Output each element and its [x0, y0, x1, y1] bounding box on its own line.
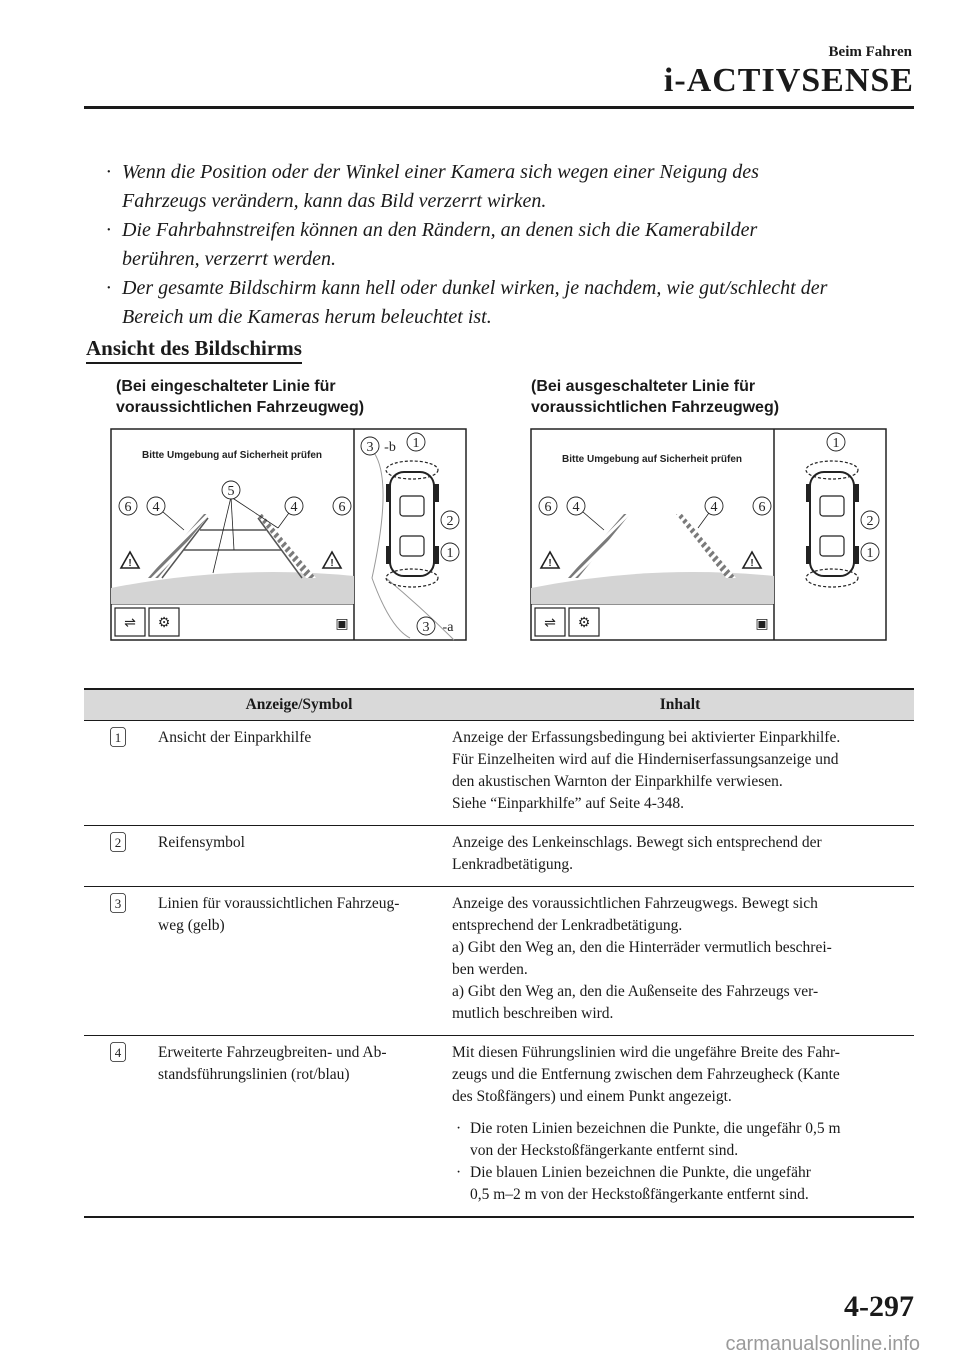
content-line: den akustischen Warnton der Einparkhilfe verwiesen. — [452, 773, 783, 790]
table-header-cell: Inhalt — [446, 689, 914, 721]
content-line: entsprechend der Lenkradbetätigung. — [452, 917, 683, 934]
content-line: Siehe “Einparkhilfe” auf Seite 4-348. — [452, 795, 684, 812]
row-number-cell — [84, 826, 152, 887]
callout-label: 4 — [152, 500, 160, 515]
callout-label: 1 — [446, 546, 454, 561]
callout-label: 2 — [446, 514, 454, 529]
bullet-dot: · — [106, 219, 111, 241]
callout-label: 3 — [366, 440, 374, 455]
content-line: Mit diesen Führungslinien wird die ungefähre Breite des Fahr- — [452, 1044, 840, 1061]
watermark: carmanualsonline.info — [725, 1333, 920, 1355]
bullet-dot: · — [456, 1120, 462, 1137]
symbol-cell — [152, 1036, 446, 1218]
diagram-guide-off — [530, 428, 890, 642]
car-top-view — [810, 472, 854, 576]
tire-icon — [386, 546, 391, 564]
content-line: Anzeige des Lenkeinschlags. Bewegt sich entsprechend der — [452, 834, 822, 851]
diagram-off-caption — [531, 376, 779, 418]
gear-icon: ⚙ — [577, 615, 591, 631]
content-line: a) Gibt den Weg an, den die Hinterräder vermutlich beschrei- — [452, 939, 832, 956]
bullet-line: Der gesamte Bildschirm kann hell oder dunkel wirken, je nachdem, wie gut/schlecht der — [122, 277, 828, 299]
bullet-line: Fahrzeugs verändern, kann das Bild verzerrt wirken. — [122, 190, 547, 212]
table-row — [84, 721, 914, 826]
number-label: 2 — [114, 835, 122, 850]
sub-line: von der Heckstoßfängerkante entfernt sind. — [470, 1142, 739, 1159]
content-line: a) Gibt den Weg an, den die Außenseite des Fahrzeugs ver- — [452, 983, 819, 1000]
content-cell — [446, 1036, 914, 1218]
tire-icon — [854, 484, 859, 502]
parking-sensor-icon: ▣ — [755, 616, 769, 632]
sub-bullet — [452, 1118, 908, 1162]
symbol-cell: Ansicht der Einparkhilfe — [152, 721, 446, 826]
bullet-item — [104, 274, 919, 332]
callout-label: 5 — [227, 484, 235, 499]
view-switch-glyph: ⇌ — [124, 615, 136, 631]
caption-line: voraussichtlichen Fahrzeugweg) — [116, 399, 365, 416]
table-header-cell — [84, 689, 152, 721]
caption-line: voraussichtlichen Fahrzeugweg) — [531, 399, 780, 416]
callout-label: 4 — [710, 500, 718, 515]
gear-icon: ⚙ — [157, 615, 171, 631]
sub-line: Die roten Linien bezeichnen die Punkte, die ungefähr 0,5 m — [470, 1120, 841, 1137]
number-marker — [110, 1042, 126, 1062]
symbol-line: weg (gelb) — [158, 917, 225, 934]
tire-icon — [434, 546, 439, 564]
symbol-line: Linien für voraussichtlichen Fahrzeug- — [158, 895, 400, 912]
callout-suffix: -b — [384, 440, 396, 455]
callout-label: 1 — [832, 436, 840, 451]
tire-icon — [806, 484, 811, 502]
bullet-line: Wenn die Position oder der Winkel einer Kamera sich wegen einer Neigung des — [122, 161, 759, 183]
callout-label: 4 — [572, 500, 580, 515]
table-row — [84, 826, 914, 887]
tire-icon — [806, 546, 811, 564]
table-header-cell: Anzeige/Symbol — [152, 689, 446, 721]
content-line: zeugs und die Entfernung zwischen dem Fahrzeugheck (Kante — [452, 1066, 840, 1083]
tire-icon — [386, 484, 391, 502]
diagram-on-caption — [116, 376, 364, 418]
callout-label: 1 — [412, 436, 420, 451]
number-label: 4 — [114, 1045, 122, 1060]
sub-line: Die blauen Linien bezeichnen die Punkte, die ungefähr — [470, 1164, 811, 1181]
content-line: Anzeige der Erfassungsbedingung bei aktivierter Einparkhilfe. — [452, 729, 841, 746]
sub-line: 0,5 m–2 m von der Heckstoßfängerkante entfernt sind. — [470, 1186, 809, 1203]
sub-bullet — [452, 1162, 908, 1206]
section-heading: Ansicht des Bildschirms — [86, 336, 302, 364]
symbol-line: standsführungslinien (rot/blau) — [158, 1066, 350, 1083]
number-marker — [110, 832, 126, 852]
caption-line: (Bei ausgeschalteter Linie für — [531, 378, 756, 395]
content-line: ben werden. — [452, 961, 528, 978]
number-marker — [110, 727, 126, 747]
spacer — [452, 1108, 908, 1118]
number-marker — [110, 893, 126, 913]
content-line: Lenkradbetätigung. — [452, 856, 573, 873]
svg-text:!: ! — [750, 558, 754, 569]
table-row — [84, 1036, 914, 1218]
diagram-guide-on — [110, 428, 470, 642]
car-top-view — [390, 472, 434, 576]
callout-label: 4 — [290, 500, 298, 515]
callout-label: 6 — [544, 500, 552, 515]
bullet-item — [104, 158, 919, 216]
bullet-dot: · — [106, 161, 111, 183]
callout-label: 6 — [338, 500, 346, 515]
table-header-row — [84, 689, 914, 721]
bullet-line: Bereich um die Kameras herum beleuchtet ist. — [122, 306, 492, 328]
callout-label: 6 — [758, 500, 766, 515]
content-line: mutlich beschreiben wird. — [452, 1005, 614, 1022]
bullet-item — [104, 216, 919, 274]
callout-label: 6 — [124, 500, 132, 515]
bullet-dot: · — [456, 1164, 462, 1181]
svg-text:!: ! — [548, 558, 552, 569]
header-title: i-ACTIVSENSE — [663, 62, 914, 99]
row-number-cell — [84, 887, 152, 1036]
table-row — [84, 887, 914, 1036]
svg-text:!: ! — [330, 558, 334, 569]
bullet-line: berühren, verzerrt werden. — [122, 248, 337, 270]
row-number-cell — [84, 1036, 152, 1218]
warning-banner: Bitte Umgebung auf Sicherheit prüfen — [561, 454, 743, 465]
tire-icon — [854, 546, 859, 564]
content-line: Für Einzelheiten wird auf die Hinderniserfassungsanzeige und — [452, 751, 839, 768]
number-label: 1 — [114, 730, 122, 745]
content-cell — [446, 721, 914, 826]
callout-label: 1 — [866, 546, 874, 561]
number-label: 3 — [114, 896, 122, 911]
bullet-line: Die Fahrbahnstreifen können an den Rändern, an denen sich die Kamerabilder — [122, 219, 758, 241]
svg-text:!: ! — [128, 558, 132, 569]
symbol-cell: Reifensymbol — [152, 826, 446, 887]
tire-icon — [434, 484, 439, 502]
header-section: Beim Fahren — [828, 44, 912, 60]
page-number: 4-297 — [844, 1290, 914, 1323]
content-cell — [446, 826, 914, 887]
content-line: des Stoßfängers) und einem Punkt angezeigt. — [452, 1088, 732, 1105]
display-symbol-table — [84, 688, 914, 1218]
bullet-list — [104, 158, 919, 332]
warning-banner: Bitte Umgebung auf Sicherheit prüfen — [141, 450, 323, 461]
row-number-cell — [84, 721, 152, 826]
callout-suffix: -a — [442, 620, 454, 635]
callout-label: 2 — [866, 514, 874, 529]
parking-sensor-icon: ▣ — [335, 616, 349, 632]
caption-line: (Bei eingeschalteter Linie für — [116, 378, 336, 395]
bullet-dot: · — [106, 277, 111, 299]
callout-label: 3 — [422, 620, 430, 635]
header-rule — [84, 106, 914, 109]
symbol-cell — [152, 887, 446, 1036]
content-line: Anzeige des voraussichtlichen Fahrzeugwegs. Bewegt sich — [452, 895, 818, 912]
symbol-line: Erweiterte Fahrzeugbreiten- und Ab- — [158, 1044, 387, 1061]
view-switch-glyph: ⇌ — [544, 615, 556, 631]
content-cell — [446, 887, 914, 1036]
